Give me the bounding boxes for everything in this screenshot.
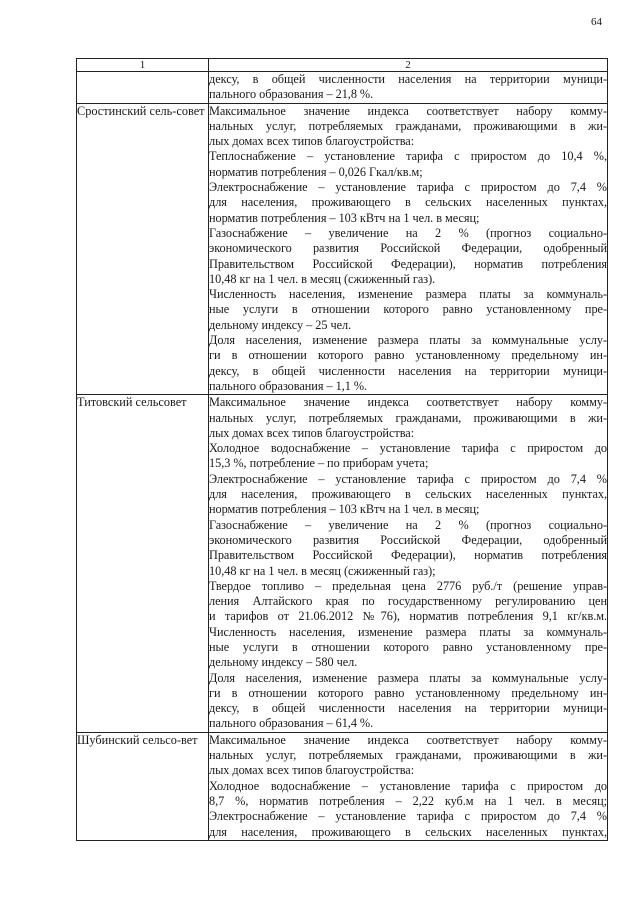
text-line: ги в отношении которого равно установленному предельному ин- xyxy=(209,348,607,363)
text-line: дексу, в общей численности населения на территории муници- xyxy=(209,701,607,716)
text-line: Теплоснабжение – установление тарифа с приростом до 10,4 %, xyxy=(209,149,607,164)
text-line: лых домах всех типов благоустройства: xyxy=(209,134,415,149)
text-line: дельному индексу – 580 чел. xyxy=(209,655,358,670)
text-line: для населения, проживающего в сельских населенных пунктах, xyxy=(209,195,607,210)
text-line: дельному индексу – 25 чел. xyxy=(209,317,352,332)
table-row xyxy=(77,72,608,104)
municipality-name: Сростинский сель-совет xyxy=(77,103,209,395)
description-cell xyxy=(209,395,608,733)
text-line: ления Алтайского края по государственному регулированию цен xyxy=(209,594,607,609)
table-row xyxy=(77,732,608,840)
text-line: лых домах всех типов благоустройства: xyxy=(209,763,415,778)
text-line: Электроснабжение – установление тарифа с приростом до 7,4 % xyxy=(209,180,607,195)
text-line: пального образования – 21,8 %. xyxy=(209,87,374,102)
text-line: 15,3 %, потребление – по приборам учета; xyxy=(209,456,429,471)
text-line: Правительством Российской Федерации), норматив потребления xyxy=(209,256,607,271)
text-line: и тарифов от 21.06.2012 №76), норматив потребления 9,1 кг/кв.м. xyxy=(209,609,607,624)
text-line: ные услуги в отношении которого равно установленному пре- xyxy=(209,302,607,317)
text-line: Газоснабжение – увеличение на 2 % (прогноз социально- xyxy=(209,517,607,532)
text-line: для населения, проживающего в сельских населенных пунктах, xyxy=(209,487,607,502)
text-line: нальных услуг, потребляемых гражданами, проживающими в жи- xyxy=(209,410,607,425)
text-line: норматив потребления – 103 кВтч на 1 чел. в месяц; xyxy=(209,502,480,517)
text-line: экономического развития Российской Федерации, одобренный xyxy=(209,241,607,256)
text-line: Численность населения, изменение размера платы за коммуналь- xyxy=(209,287,607,302)
text-line: экономического развития Российской Федерации, одобренный xyxy=(209,532,607,547)
tariff-table xyxy=(76,58,608,841)
text-line: нальных услуг, потребляемых гражданами, проживающими в жи- xyxy=(209,748,607,763)
text-line: 10,48 кг на 1 чел. в месяц (сжиженный газ); xyxy=(209,563,436,578)
text-line: Доля населения, изменение размера платы за коммунальные услу- xyxy=(209,333,607,348)
text-line: ные услуги в отношении которого равно установленному пре- xyxy=(209,639,607,654)
description-cell xyxy=(209,72,608,104)
text-line: Максимальное значение индекса соответствует набору комму- xyxy=(209,103,607,118)
text-line: пального образования – 1,1 %. xyxy=(209,378,368,393)
table-header-row xyxy=(77,59,608,72)
text-line: Доля населения, изменение размера платы за коммунальные услу- xyxy=(209,670,607,685)
text-line: норматив потребления – 103 кВтч на 1 чел. в месяц; xyxy=(209,210,480,225)
municipality-name: Шубинский сельсо-вет xyxy=(77,732,209,840)
text-line: Холодное водоснабжение – установление тарифа с приростом до xyxy=(209,441,607,456)
table-row xyxy=(77,103,608,395)
text-line: лых домах всех типов благоустройства: xyxy=(209,425,415,440)
column-header-2: 2 xyxy=(209,59,608,72)
text-line: ги в отношении которого равно установленному предельному ин- xyxy=(209,685,607,700)
text-line: нальных услуг, потребляемых гражданами, проживающими в жи- xyxy=(209,118,607,133)
text-line: Электроснабжение – установление тарифа с приростом до 7,4 % xyxy=(209,809,607,824)
text-line: пального образования – 61,4 %. xyxy=(209,716,374,731)
text-line: Правительством Российской Федерации), норматив потребления xyxy=(209,548,607,563)
text-line: Максимальное значение индекса соответствует набору комму- xyxy=(209,732,607,747)
text-line: Холодное водоснабжение – установление тарифа с приростом до xyxy=(209,778,607,793)
text-line: Газоснабжение – увеличение на 2 % (прогноз социально- xyxy=(209,225,607,240)
text-line: 10,48 кг на 1 чел. в месяц (сжиженный газ). xyxy=(209,271,436,286)
text-line: дексу, в общей численности населения на территории муници- xyxy=(209,363,607,378)
table-row xyxy=(77,395,608,733)
text-line: дексу, в общей численности населения на территории муници- xyxy=(209,72,607,86)
municipality-name: Титовский сельсовет xyxy=(77,395,209,733)
text-line: 8,7 %, норматив потребления – 2,22 куб.м на 1 чел. в месяц; xyxy=(209,793,607,808)
text-line: Численность населения, изменение размера платы за коммуналь- xyxy=(209,624,607,639)
page-number: 64 xyxy=(591,16,602,28)
column-header-1: 1 xyxy=(77,59,209,72)
description-cell xyxy=(209,103,608,395)
text-line: для населения, проживающего в сельских населенных пунктах, xyxy=(209,824,607,839)
text-line: норматив потребления – 0,026 Гкал/кв.м; xyxy=(209,164,423,179)
municipality-name xyxy=(77,72,209,104)
text-line: Электроснабжение – установление тарифа с приростом до 7,4 % xyxy=(209,471,607,486)
text-line: Максимальное значение индекса соответствует набору комму- xyxy=(209,395,607,410)
text-line: Твердое топливо – предельная цена 2776 руб./т (решение управ- xyxy=(209,578,607,593)
description-cell xyxy=(209,732,608,840)
